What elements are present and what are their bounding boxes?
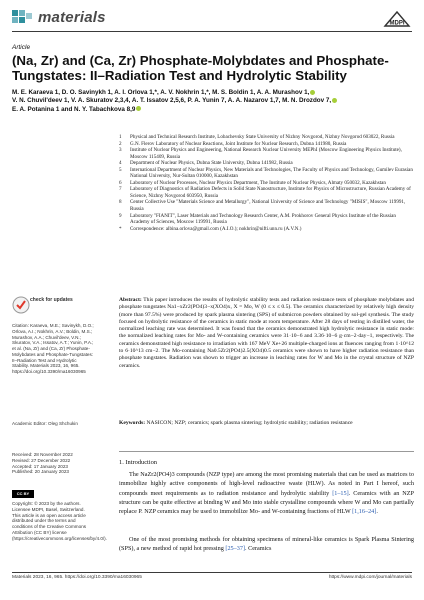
published-date: Published: 20 January 2023 bbox=[12, 469, 69, 475]
keywords-label: Keywords: bbox=[119, 420, 146, 426]
affiliation-item: 6 Laboratory of Nuclear Processes, Nuclear Physics Department, The Institute of Nuclear Physics, Almaty 050032, Kazakhstan bbox=[119, 179, 386, 186]
abstract bbox=[119, 297, 414, 370]
check-for-updates-label[interactable]: check for updates bbox=[30, 297, 73, 303]
affiliations bbox=[119, 134, 414, 232]
affiliation-item: 8 Center Collective Use "Materials Science and Metallurgy", National University of Science and Technology "MISIS", Moscow 119991, Russia bbox=[119, 199, 406, 213]
author-line[interactable]: M. E. Karaeva 1, D. O. Savinykh 1, A. I. Orlova 1,*, A. V. Nokhrin 1,*, M. S. Boldin 1, A. A. Murashov 1, bbox=[12, 89, 412, 97]
affiliation-item: 5 International Department of Nuclear Physics, New Materials and Technologies, The Faculty of Physics and Technology, Gumilev Eurasian National University, Nur-Sultan 010000, Kazakhstan bbox=[119, 166, 413, 180]
orcid-icon[interactable] bbox=[136, 106, 141, 111]
affiliation-item: 1 Physical and Technical Research Institute, Lobachevsky State University of Nizhny Novgorod, Nizhny Novgorod 603022, Russia bbox=[119, 134, 395, 140]
abstract-text: This paper introduces the results of hydrolytic stability tests and radiation resistance tests of phosphate molybdates and phosphate tungstates Na1−xZr2(PO4)3−x(XO4)x, X = Mo, W (0 ≤ x ≤ 0.5). The ceramics characterized by relatively high density (more than 97.5%) were produced by spark plasma sintering (SPS) of submicron powders obtained by sol-gel synthesis. The study focused on hydrolytic resistance of the ceramics in static mode at room temperature. After 28 days of testing in distilled water, the normalized leaching rate was determined. It was found that the ceramics demonstrated high hydrolytic resistance in static mode: the normalized leaching rates for Mo- and W-containing ceramics were 31·10−6 and 3.36·10−6 g·cm−2·day−1, respectively. The ceramics demonstrated high resistance to irradiation with 167 MeV Xe+26 multiple-charged ions at fluences ranging from 1·10^12 to 6·10^13 cm−2. The Mo-containing Na0.5Zr2(PO4)2.5(XO4)0.5 ceramics were shown to have higher radiation resistance than phosphate tungstates. Radiation was shown to trigger an increase in leaching rates for W and Mo in the crystal structure of NZP ceramics. bbox=[119, 297, 414, 369]
affiliation-item: 2 G.N. Flerov Laboratory of Nuclear Reactions, Joint Institute for Nuclear Research, Dubna 141980, Russia bbox=[119, 140, 347, 147]
received-date: Received: 28 November 2022 bbox=[12, 452, 73, 457]
abstract-label: Abstract: bbox=[119, 297, 142, 303]
intro-paragraph-2: One of the most promising methods for obtaining specimens of mineral-like ceramics is Spark Plasma Sintering (SPS), a new method of rapid hot pressing [25–37]. Ceramics bbox=[119, 536, 414, 553]
citation-link[interactable]: [1–15] bbox=[332, 489, 349, 497]
svg-text:MDPI: MDPI bbox=[389, 20, 405, 27]
article-dates bbox=[12, 452, 94, 475]
article-type: Article bbox=[12, 44, 31, 51]
affiliation-item: 3 Institute of Nuclear Physics and Engineering, National Research Nuclear University MEPhI (Moscow Engineering Physics Institute), Moscow 115409, Russia bbox=[119, 147, 402, 160]
citation-link[interactable]: [25–37] bbox=[225, 545, 245, 553]
journal-url[interactable]: https://www.mdpi.com/journal/materials bbox=[328, 575, 412, 580]
keywords-text: NASICON; NZP; ceramics; spark plasma sintering; hydrolytic stability; radiation resistance bbox=[146, 420, 353, 426]
citation-link[interactable]: [1,16–24] bbox=[352, 508, 377, 516]
affiliation-item: 4 Department of Nuclear Physics, Dubna State University, Dubna 141982, Russia bbox=[119, 160, 293, 167]
orcid-icon[interactable] bbox=[332, 98, 337, 103]
correspondence[interactable]: * Correspondence: albina.orlova@gmail.com (A.I.O.); nokhrin@nifti.unn.ru (A.V.N.) bbox=[119, 225, 302, 232]
journal-name[interactable]: materials bbox=[38, 9, 106, 26]
page-footer bbox=[12, 575, 412, 580]
intro-paragraph-1: The NaZr2(PO4)3 compounds (NZP type) are among the most promising materials that can be used as matrices to immobilize highly active components of high-level radioactive waste (HLW). As noted in Part I hereof, such compounds meet requirements as to radiation resistance and hydrolytic stability [1–15]. Ceramics with an NZP structure can be quite effective at binding W and Mo into stable crystalline compounds where W and Mo can partially replace P. NZP ceramics may be used to immobilize Mo- and W-containing fractions of HLW [1,16–24]. bbox=[119, 471, 414, 516]
footer-citation[interactable]: Materials 2023, 16, 965. https://doi.org/10.3390/ma16030965 bbox=[12, 575, 142, 580]
academic-editor: Academic Editor: Oleg Shchukin bbox=[12, 421, 78, 426]
paper-title: (Na, Zr) and (Ca, Zr) Phosphate-Molybdates and Phosphate-Tungstates: II–Radiation Test and Hydrolytic Stability bbox=[12, 53, 389, 83]
journal-header bbox=[12, 8, 412, 28]
copyright-notice: Copyright: © 2023 by the authors. Licensee MDPI, Basel, Switzerland. This article is an open access article distributed under the terms and conditions of the Creative Commons Attribution (CC BY) license (https://creativecommons.org/licenses/by/4.0/). bbox=[12, 501, 107, 541]
footer-rule bbox=[12, 572, 412, 573]
cc-by-license-badge[interactable]: CC BY bbox=[12, 490, 34, 498]
mdpi-logo-icon[interactable] bbox=[382, 9, 412, 29]
journal-logo-icon bbox=[12, 10, 34, 26]
citation-block: Citation: Karaeva, M.E.; Savinykh, D.O.; Orlova, A.I.; Nokhrin, A.V.; Boldin, M.S.; Murashov, A.A.; Chuvil'deev, V.N.; Skuratov, V.A.; Issatov, A.T.; Yunin, P.A.; et al. (Na, Zr) and (Ca, Zr) Phosphate-Molybdates and Phosphate-Tungstates: II–Radiation Test and Hydrolytic Stability. Materials 2023, 16, 965. https://doi.org/10.3390/ma16030965 bbox=[12, 323, 94, 374]
revised-date: Revised: 27 December 2022 bbox=[12, 457, 71, 463]
author-line[interactable]: V. N. Chuvil'deev 1, V. A. Skuratov 2,3,4, A. T. Issatov 2,5,6, P. A. Yunin 7, A. A. Nazarov 1,7, M. N. Drozdov 7, bbox=[12, 97, 412, 105]
affiliation-item: 9 Laboratory "FIANIT", Laser Materials and Technology Research Center, A.M. Prokhorov General Physics Institute of the Russian Academy of Sciences, Moscow 119991, Russia bbox=[119, 212, 396, 226]
header-rule bbox=[12, 31, 412, 32]
author-line[interactable]: E. A. Potanina 1 and N. Y. Tabachkova 8,9 bbox=[12, 106, 412, 114]
orcid-icon[interactable] bbox=[310, 90, 315, 95]
section-rule bbox=[119, 451, 414, 452]
affiliation-item: 7 Laboratory of Diagnostics of Radiation Defects in Solid State Nanostructure, Institute for Physics of Microstructure, Russian Academy of Science, Nizhny Novgorod 603950, Russia bbox=[119, 186, 411, 199]
accepted-date: Accepted: 17 January 2023 bbox=[12, 463, 68, 469]
section-heading-introduction: 1. Introduction bbox=[119, 459, 157, 466]
keywords bbox=[119, 420, 414, 427]
author-list bbox=[12, 89, 412, 114]
